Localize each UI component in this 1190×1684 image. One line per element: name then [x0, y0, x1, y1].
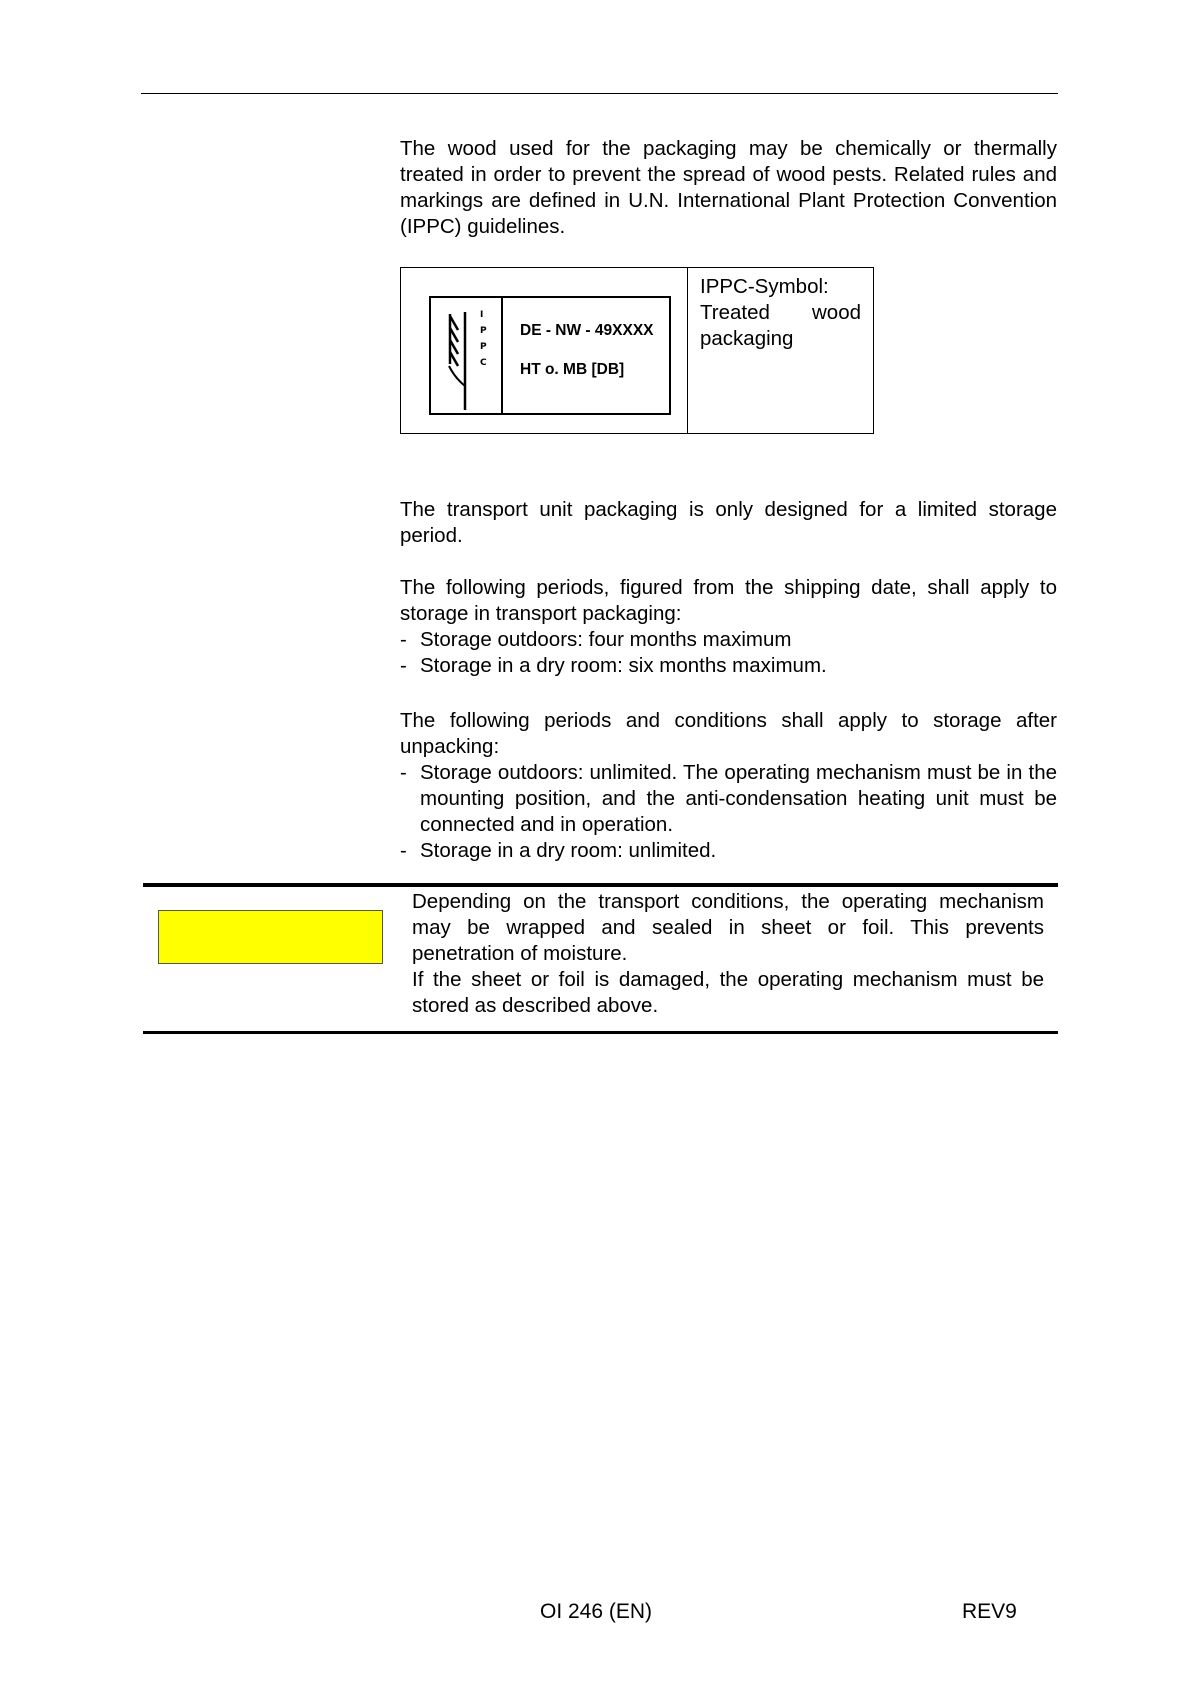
ippc-caption-word1: Treated — [700, 301, 770, 324]
footer-revision: REV9 — [962, 1600, 1017, 1623]
list-item: - Storage outdoors: unlimited. The operating mechanism must be in the mounting position, and the anti-condensation heating unit must be connected and in operation. — [400, 761, 1057, 836]
intro-text: The wood used for the packaging may be chemically or thermally treated in order to prevent the spread of wood pests. Related rules and markings are defined in U.N. International Plant Protection Convention (IPPC) guidelines. — [400, 137, 1057, 238]
ippc-caption-word2: wood — [811, 301, 861, 324]
periods-packaged — [400, 575, 1057, 679]
ippc-stamp-cell — [401, 268, 688, 433]
ippc-caption-title: IPPC-Symbol: — [700, 275, 829, 298]
periods-unpacked-list — [400, 760, 1057, 864]
ippc-table — [400, 267, 874, 434]
wheat-emblem — [431, 298, 503, 413]
storage-intro — [400, 497, 1057, 549]
ippc-letter-3: P — [480, 342, 487, 352]
ippc-letter-4: C — [480, 358, 487, 368]
stamp-treatment: HT o. MB [DB] — [520, 361, 625, 378]
ippc-caption-line2 — [700, 300, 861, 326]
ippc-caption-line3: packaging — [700, 327, 794, 350]
notice-text — [412, 889, 1044, 1019]
stamp-registration: DE - NW - 49XXXX — [520, 322, 654, 339]
notice-bottom-rule — [143, 1031, 1058, 1034]
notice-top-rule — [143, 883, 1058, 887]
periods-packaged-intro: The following periods, figured from the shipping date, shall apply to storage in transport packaging: — [400, 576, 1057, 625]
list-item: - Storage in a dry room: unlimited. — [400, 839, 717, 862]
notice-label — [158, 910, 383, 964]
list-item: - Storage outdoors: four months maximum — [400, 628, 792, 651]
periods-packaged-list — [400, 627, 1057, 679]
periods-unpacked — [400, 708, 1057, 864]
periods-unpacked-intro: The following periods and conditions shall apply to storage after unpacking: — [400, 709, 1057, 758]
intro-paragraph — [400, 136, 1057, 240]
notice-line-2: If the sheet or foil is damaged, the operating mechanism must be stored as described above. — [412, 968, 1044, 1017]
wheat-icon — [431, 298, 499, 412]
footer-document-id: OI 246 (EN) — [540, 1600, 653, 1623]
header-rule — [141, 93, 1058, 94]
list-item: - Storage in a dry room: six months maximum. — [400, 654, 827, 677]
ippc-letter-2: P — [480, 326, 487, 336]
storage-intro-text: The transport unit packaging is only designed for a limited storage period. — [400, 498, 1057, 547]
notice-line-1: Depending on the transport conditions, the operating mechanism may be wrapped and sealed in sheet or foil. This prevents penetration of moisture. — [412, 890, 1044, 965]
ippc-letter-1: I — [480, 310, 484, 320]
ippc-caption — [688, 268, 873, 433]
ippc-stamp — [429, 296, 671, 415]
